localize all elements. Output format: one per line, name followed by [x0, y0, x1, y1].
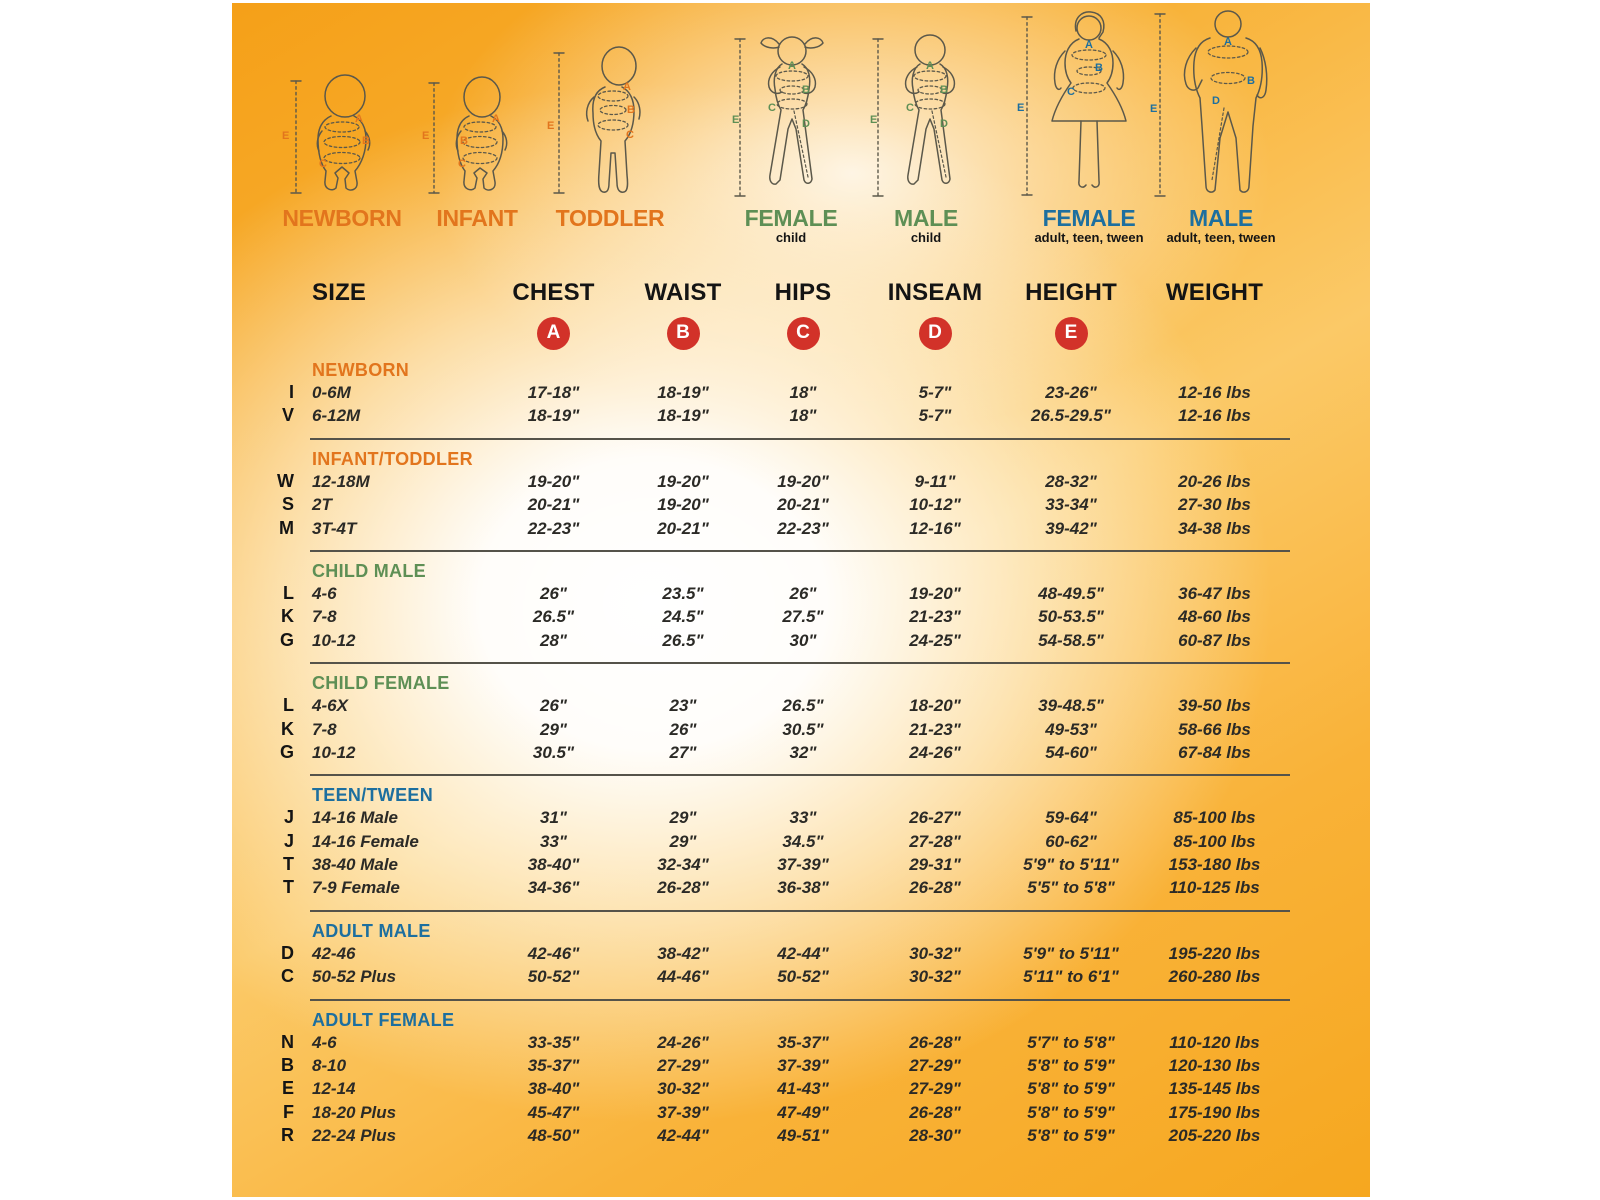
- measure-letter-c: C: [458, 158, 466, 170]
- row-prefix: W: [277, 470, 294, 491]
- row-value: 31": [540, 808, 567, 828]
- row-value: 5'8" to 5'9": [1027, 1126, 1115, 1146]
- figure-label-text: NEWBORN: [282, 205, 402, 231]
- row-size: 7-9 Female: [312, 878, 400, 898]
- row-value: 58-66 lbs: [1178, 719, 1251, 739]
- row-value: 34-36": [527, 878, 580, 898]
- row-size: 12-18M: [312, 471, 370, 491]
- size-table-sections: [232, 359, 1297, 1148]
- row-size: 38-40 Male: [312, 855, 398, 875]
- row-value: 27.5": [782, 607, 824, 627]
- section-title: CHILD FEMALE: [312, 673, 450, 694]
- row-value: 38-40": [527, 1079, 580, 1099]
- row-value: 10-12": [909, 495, 961, 515]
- figure-male-child: [870, 31, 982, 208]
- row-prefix: J: [283, 807, 294, 828]
- row-value: 30-32": [657, 1079, 709, 1099]
- figure-label-text: FEMALE: [1042, 205, 1136, 231]
- row-value: 35-37": [777, 1032, 829, 1052]
- row-value: 5-7": [918, 383, 952, 402]
- measure-letter-b: B: [1095, 62, 1103, 74]
- row-value: 19-20": [777, 471, 829, 491]
- row-value: 27-30 lbs: [1178, 495, 1251, 515]
- measure-key-row: [232, 315, 1297, 351]
- row-size: 7-8: [312, 719, 337, 739]
- row-value: 22-23": [777, 518, 829, 538]
- row-value: 19-20": [657, 471, 709, 491]
- row-prefix: N: [281, 1031, 294, 1052]
- row-value: 24.5": [662, 607, 704, 627]
- measure-letter-a: A: [926, 60, 934, 72]
- row-value: 85-100 lbs: [1173, 808, 1256, 828]
- row-value: 26-28": [909, 878, 961, 898]
- measure-letter-c: C: [626, 129, 634, 141]
- row-size: 10-12: [312, 630, 356, 650]
- row-value: 5'7" to 5'8": [1027, 1032, 1115, 1052]
- row-value: 19-20": [657, 495, 709, 515]
- row-value: 44-46": [657, 967, 709, 987]
- row-value: 5'8" to 5'9": [1027, 1056, 1115, 1076]
- row-value: 24-25": [909, 630, 961, 650]
- section-divider: [310, 662, 1290, 664]
- row-value: 34-38 lbs: [1178, 518, 1251, 538]
- measure-circle-e: E: [1055, 317, 1088, 350]
- row-value: 120-130 lbs: [1168, 1056, 1261, 1076]
- table-row: [232, 965, 1297, 988]
- row-size: 7-8: [312, 607, 337, 627]
- row-value: 110-120 lbs: [1169, 1032, 1260, 1052]
- row-value: 18": [789, 383, 817, 402]
- toddler-figure-art: [547, 45, 672, 201]
- row-value: 26.5-29.5": [1031, 406, 1111, 426]
- row-size: 4-6X: [312, 696, 348, 716]
- female-child-figure-art: [732, 31, 847, 203]
- row-value: 49-51": [777, 1126, 829, 1146]
- figure-female-child: [732, 31, 847, 208]
- row-value: 23": [669, 696, 697, 716]
- row-size: 10-12: [312, 742, 356, 762]
- row-value: 110-125 lbs: [1169, 878, 1260, 898]
- row-value: 54-60": [1045, 742, 1097, 762]
- row-prefix: M: [279, 517, 294, 538]
- section-divider: [310, 999, 1290, 1001]
- figure-sublabel-text: adult, teen, tween: [1034, 230, 1144, 245]
- row-value: 19-20": [527, 471, 580, 491]
- row-value: 39-42": [1045, 518, 1097, 538]
- row-value: 85-100 lbs: [1173, 831, 1256, 851]
- figure-toddler: [547, 45, 672, 206]
- row-value: 42-44": [777, 943, 829, 963]
- row-value: 37-39": [777, 1056, 829, 1076]
- table-row: [232, 1101, 1297, 1124]
- row-value: 37-39": [657, 1102, 709, 1122]
- row-value: 5'9" to 5'11": [1023, 943, 1119, 963]
- section-title: CHILD MALE: [312, 560, 426, 581]
- row-value: 29": [540, 719, 567, 739]
- male-child-figure-art: [870, 31, 982, 203]
- row-value: 27-29": [909, 1079, 961, 1099]
- row-value: 30.5": [782, 719, 824, 739]
- row-value: 60-87 lbs: [1178, 630, 1251, 650]
- section-divider: [310, 910, 1290, 912]
- measure-letter-c: C: [319, 158, 327, 170]
- row-value: 20-26 lbs: [1178, 471, 1251, 491]
- row-value: 153-180 lbs: [1168, 855, 1261, 875]
- row-value: 12-16": [909, 518, 961, 538]
- measure-circle-b: B: [667, 317, 700, 350]
- row-value: 26-27": [909, 808, 961, 828]
- row-value: 48-50": [527, 1126, 580, 1146]
- table-row: [232, 830, 1297, 853]
- row-value: 20-21": [777, 495, 829, 515]
- row-value: 26": [669, 719, 697, 739]
- row-value: 195-220 lbs: [1168, 943, 1261, 963]
- row-size: 3T-4T: [312, 518, 357, 538]
- row-value: 5'8" to 5'9": [1027, 1079, 1115, 1099]
- section-divider: [310, 774, 1290, 776]
- row-prefix: E: [281, 1078, 294, 1099]
- header-hips: HIPS: [774, 279, 832, 306]
- table-row: [232, 381, 1297, 404]
- row-value: 18-19": [657, 383, 709, 402]
- row-value: 42-46": [527, 943, 580, 963]
- table-row: [232, 404, 1297, 427]
- row-value: 175-190 lbs: [1168, 1102, 1261, 1122]
- row-value: 18-20": [909, 696, 961, 716]
- row-size: 14-16 Male: [312, 808, 398, 828]
- row-prefix: V: [281, 405, 294, 426]
- row-value: 12-16 lbs: [1178, 383, 1251, 402]
- row-value: 39-48.5": [1038, 696, 1104, 716]
- measure-letter-c: C: [768, 102, 776, 114]
- section-divider: [310, 550, 1290, 552]
- table-row: [232, 629, 1297, 652]
- row-size: 42-46: [312, 943, 356, 963]
- row-prefix: L: [283, 695, 294, 716]
- measure-circle-c: C: [787, 317, 820, 350]
- measure-letter-a: A: [1085, 39, 1093, 51]
- row-value: 38-40": [527, 855, 580, 875]
- row-value: 41-43": [777, 1079, 829, 1099]
- row-prefix: S: [281, 494, 294, 515]
- row-size: 12-14: [312, 1079, 356, 1099]
- table-row: [232, 1054, 1297, 1077]
- row-size: 18-20 Plus: [312, 1102, 397, 1122]
- measure-letter-d: D: [1212, 95, 1220, 107]
- row-value: 30.5": [532, 742, 575, 762]
- row-value: 50-52": [527, 967, 580, 987]
- table-row: [232, 718, 1297, 741]
- header-weight: WEIGHT: [1165, 279, 1264, 306]
- figure-newborn: [282, 71, 402, 206]
- row-value: 36-38": [777, 878, 829, 898]
- measure-circle-a: A: [537, 317, 570, 350]
- section-title: INFANT/TODDLER: [312, 448, 473, 469]
- row-value: 42-44": [657, 1126, 709, 1146]
- table-row: [232, 694, 1297, 717]
- size-chart-panel: [232, 3, 1370, 1197]
- row-value: 30-32": [909, 943, 961, 963]
- row-value: 30-32": [909, 967, 961, 987]
- section-title: TEEN/TWEEN: [312, 785, 434, 806]
- row-value: 26": [540, 583, 567, 603]
- row-value: 48-60 lbs: [1178, 607, 1251, 627]
- row-value: 26.5": [782, 696, 824, 716]
- measure-letter-b: B: [627, 104, 635, 116]
- row-value: 50-53.5": [1038, 607, 1104, 627]
- row-prefix: K: [281, 718, 294, 739]
- row-prefix: L: [283, 582, 294, 603]
- row-value: 19-20": [909, 583, 961, 603]
- row-prefix: B: [281, 1055, 294, 1076]
- row-value: 37-39": [777, 855, 829, 875]
- row-value: 60-62": [1045, 831, 1097, 851]
- infant-figure-art: [422, 73, 537, 201]
- measure-letter-b: B: [940, 84, 948, 96]
- row-value: 24-26": [909, 742, 961, 762]
- row-value: 45-47": [527, 1102, 580, 1122]
- row-size: 0-6M: [312, 383, 351, 402]
- figure-label-text: INFANT: [436, 205, 518, 231]
- row-value: 32": [789, 742, 817, 762]
- row-value: 29-31": [909, 855, 961, 875]
- table-row: [232, 876, 1297, 899]
- measure-letter-b: B: [362, 135, 370, 147]
- table-row: [232, 470, 1297, 493]
- row-size: 4-6: [312, 1032, 337, 1052]
- row-value: 35-37": [527, 1056, 580, 1076]
- table-row: [232, 605, 1297, 628]
- measure-circle-d: D: [919, 317, 952, 350]
- measure-letter-a: A: [1224, 36, 1232, 48]
- header-inseam: INSEAM: [887, 279, 983, 306]
- row-prefix: G: [279, 629, 294, 650]
- row-value: 33-35": [527, 1032, 580, 1052]
- row-value: 59-64": [1045, 808, 1097, 828]
- table-header-row: [232, 279, 1297, 307]
- table-row: [232, 493, 1297, 516]
- table-row: [232, 853, 1297, 876]
- measure-letter-a: A: [492, 113, 500, 125]
- measure-letter-a: A: [623, 81, 631, 93]
- measure-letter-e: E: [732, 114, 740, 126]
- header-chest: CHEST: [512, 279, 595, 306]
- row-value: 50-52": [777, 967, 829, 987]
- row-value: 27": [669, 742, 697, 762]
- row-value: 260-280 lbs: [1168, 967, 1261, 987]
- row-value: 27-29": [909, 1056, 961, 1076]
- row-value: 26-28": [657, 878, 709, 898]
- row-size: 50-52 Plus: [312, 967, 397, 987]
- row-value: 26-28": [909, 1032, 961, 1052]
- row-value: 23-26": [1045, 383, 1097, 402]
- row-value: 54-58.5": [1038, 630, 1104, 650]
- figure-label-male-adult: [1111, 206, 1331, 245]
- row-prefix: J: [283, 830, 294, 851]
- row-value: 17-18": [527, 383, 580, 402]
- measure-letter-c: C: [906, 102, 914, 114]
- row-value: 27-29": [657, 1056, 709, 1076]
- row-prefix: G: [279, 741, 294, 762]
- header-size: SIZE: [312, 279, 367, 306]
- row-value: 33": [540, 831, 567, 851]
- measure-letter-a: A: [355, 113, 363, 125]
- row-prefix: R: [281, 1125, 294, 1146]
- row-value: 21-23": [909, 719, 961, 739]
- figure-female-adult: [1017, 11, 1152, 208]
- row-value: 36-47 lbs: [1178, 583, 1251, 603]
- row-prefix: K: [281, 606, 294, 627]
- measure-letter-e: E: [547, 120, 555, 132]
- row-value: 5-7": [918, 406, 952, 426]
- measure-letter-e: E: [1017, 102, 1025, 114]
- row-value: 18-19": [527, 406, 580, 426]
- row-size: 4-6: [312, 583, 337, 603]
- header-waist: WAIST: [644, 279, 722, 306]
- table-row: [232, 582, 1297, 605]
- figure-sublabel-text: child: [775, 230, 807, 245]
- measure-letter-e: E: [422, 130, 430, 142]
- row-value: 5'9" to 5'11": [1023, 855, 1119, 875]
- male-adult-figure-art: [1150, 8, 1290, 204]
- table-row: [232, 517, 1297, 540]
- row-value: 26": [789, 583, 817, 603]
- row-value: 33-34": [1045, 495, 1097, 515]
- row-value: 26-28": [909, 1102, 961, 1122]
- newborn-figure-art: [282, 71, 402, 201]
- row-value: 28-32": [1045, 471, 1097, 491]
- row-value: 22-23": [527, 518, 580, 538]
- row-size: 8-10: [312, 1056, 347, 1076]
- figure-label-text: MALE: [894, 205, 958, 231]
- section-title: ADULT MALE: [312, 920, 431, 941]
- row-value: 33": [789, 808, 817, 828]
- row-value: 18-19": [657, 406, 709, 426]
- row-value: 26.5": [662, 630, 704, 650]
- size-table: [232, 279, 1297, 1148]
- row-size: 2T: [312, 495, 332, 515]
- section-title: ADULT FEMALE: [312, 1009, 455, 1030]
- row-size: 22-24 Plus: [312, 1126, 397, 1146]
- row-prefix: F: [283, 1101, 294, 1122]
- measure-letter-e: E: [1150, 103, 1158, 115]
- table-row: [232, 806, 1297, 829]
- row-value: 28": [540, 630, 567, 650]
- figure-sublabel-text: adult, teen, tween: [1166, 230, 1276, 245]
- table-row: [232, 1077, 1297, 1100]
- row-value: 28-30": [909, 1126, 961, 1146]
- row-value: 135-145 lbs: [1168, 1079, 1261, 1099]
- row-value: 9-11": [914, 471, 956, 491]
- row-value: 48-49.5": [1038, 583, 1104, 603]
- row-value: 18": [789, 406, 817, 426]
- row-value: 26.5": [532, 607, 575, 627]
- row-value: 34.5": [782, 831, 824, 851]
- row-value: 20-21": [657, 518, 709, 538]
- row-value: 5'11" to 6'1": [1023, 967, 1119, 987]
- row-prefix: I: [288, 382, 294, 402]
- section-title: NEWBORN: [312, 360, 410, 380]
- measure-letter-b: B: [802, 84, 810, 96]
- row-value: 29": [669, 808, 697, 828]
- measure-letter-d: D: [940, 118, 948, 130]
- row-value: 47-49": [777, 1102, 829, 1122]
- figure-label-text: FEMALE: [744, 205, 838, 231]
- measure-letter-c: C: [1067, 86, 1075, 98]
- section-divider: [310, 438, 1290, 440]
- measure-letter-a: A: [788, 60, 796, 72]
- figure-label-text: MALE: [1189, 205, 1253, 231]
- row-value: 39-50 lbs: [1178, 696, 1251, 716]
- measure-letter-d: D: [802, 118, 810, 130]
- figure-male-adult: [1150, 8, 1290, 209]
- row-value: 24-26": [657, 1032, 709, 1052]
- female-adult-figure-art: [1017, 11, 1152, 203]
- row-value: 29": [669, 831, 697, 851]
- row-value: 12-16 lbs: [1178, 406, 1251, 426]
- measure-letter-b: B: [1247, 75, 1255, 87]
- row-prefix: T: [283, 877, 294, 898]
- row-value: 32-34": [657, 855, 709, 875]
- figure-infant: [422, 73, 537, 206]
- row-value: 5'8" to 5'9": [1027, 1102, 1115, 1122]
- measure-letter-e: E: [282, 130, 290, 142]
- header-height: HEIGHT: [1025, 279, 1117, 306]
- table-row: [232, 942, 1297, 965]
- row-value: 205-220 lbs: [1168, 1126, 1261, 1146]
- figure-label-text: TODDLER: [555, 205, 665, 231]
- row-value: 38-42": [657, 943, 709, 963]
- table-row: [232, 1031, 1297, 1054]
- row-value: 30": [789, 630, 817, 650]
- row-value: 26": [540, 696, 567, 716]
- row-value: 67-84 lbs: [1178, 742, 1251, 762]
- row-prefix: T: [283, 854, 294, 875]
- row-value: 49-53": [1045, 719, 1097, 739]
- row-value: 20-21": [527, 495, 580, 515]
- figure-sublabel-text: child: [910, 230, 942, 245]
- measure-letter-e: E: [870, 114, 878, 126]
- row-prefix: C: [281, 966, 294, 987]
- row-value: 23.5": [662, 583, 704, 603]
- row-value: 5'5" to 5'8": [1027, 878, 1115, 898]
- table-row: [232, 1124, 1297, 1147]
- measure-letter-b: B: [460, 135, 468, 147]
- row-prefix: D: [281, 942, 294, 963]
- table-row: [232, 741, 1297, 764]
- row-size: 6-12M: [312, 406, 361, 426]
- row-size: 14-16 Female: [312, 831, 419, 851]
- row-value: 27-28": [909, 831, 961, 851]
- row-value: 21-23": [909, 607, 961, 627]
